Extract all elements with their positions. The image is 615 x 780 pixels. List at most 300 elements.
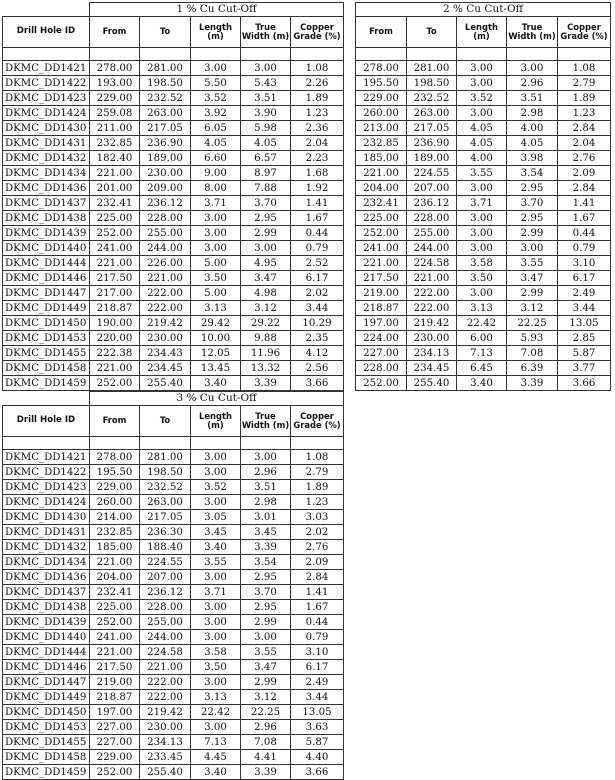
length-cell: 4.45 bbox=[191, 750, 241, 765]
length-cell: 9.00 bbox=[191, 166, 241, 181]
copper-grade-cell: 2.79 bbox=[558, 76, 611, 91]
length-cell: 8.00 bbox=[191, 181, 241, 196]
from-cell: 278.00 bbox=[90, 61, 140, 76]
length-cell: 3.00 bbox=[191, 61, 241, 76]
length-cell: 3.13 bbox=[457, 301, 507, 316]
length-cell: 3.71 bbox=[457, 196, 507, 211]
true-width-cell: 8.97 bbox=[241, 166, 291, 181]
copper-grade-cell: 2.76 bbox=[558, 151, 611, 166]
copper-grade-cell: 2.84 bbox=[558, 181, 611, 196]
drill-hole-id-cell: DKMC_DD1458 bbox=[3, 361, 90, 376]
copper-grade-cell: 2.09 bbox=[558, 166, 611, 181]
length-cell: 3.00 bbox=[191, 241, 241, 256]
from-cell: 218.87 bbox=[90, 690, 140, 705]
copper-grade-cell: 1.08 bbox=[558, 61, 611, 76]
to-cell: 232.52 bbox=[140, 91, 191, 106]
from-cell: 221.00 bbox=[90, 256, 140, 271]
to-cell: 224.55 bbox=[140, 555, 191, 570]
copper-grade-cell: 2.85 bbox=[558, 331, 611, 346]
copper-grade-cell: 1.89 bbox=[558, 91, 611, 106]
to-cell: 263.00 bbox=[140, 106, 191, 121]
drill-hole-id-cell: DKMC_DD1450 bbox=[3, 316, 90, 331]
drill-hole-id-cell: DKMC_DD1444 bbox=[3, 256, 90, 271]
from-cell: 260.00 bbox=[356, 106, 407, 121]
length-cell: 3.00 bbox=[457, 76, 507, 91]
copper-grade-cell: 3.10 bbox=[558, 256, 611, 271]
true-width-cell: 7.88 bbox=[241, 181, 291, 196]
true-width-cell: 4.98 bbox=[241, 286, 291, 301]
true-width-cell: 3.45 bbox=[241, 525, 291, 540]
length-cell: 3.52 bbox=[457, 91, 507, 106]
spacer-row bbox=[356, 48, 611, 61]
true-width-cell: 3.98 bbox=[507, 151, 558, 166]
from-cell: 217.50 bbox=[90, 660, 140, 675]
true-width-cell: 3.39 bbox=[241, 376, 291, 391]
drill-hole-id-cell: DKMC_DD1436 bbox=[3, 570, 90, 585]
true-width-cell: 3.51 bbox=[507, 91, 558, 106]
length-cell: 3.00 bbox=[191, 495, 241, 510]
table-row bbox=[356, 211, 611, 226]
drill-hole-id-cell: DKMC_DD1422 bbox=[3, 465, 90, 480]
length-cell: 22.42 bbox=[191, 705, 241, 720]
table-row bbox=[356, 361, 611, 376]
from-cell: 221.00 bbox=[90, 555, 140, 570]
length-cell: 3.00 bbox=[191, 211, 241, 226]
to-cell: 221.00 bbox=[140, 660, 191, 675]
true-width-cell: 3.47 bbox=[507, 271, 558, 286]
table-row bbox=[3, 376, 344, 391]
from-cell: 229.00 bbox=[90, 91, 140, 106]
copper-grade-cell: 2.04 bbox=[558, 136, 611, 151]
true-width-cell: 2.96 bbox=[241, 465, 291, 480]
to-cell: 226.00 bbox=[140, 256, 191, 271]
header-true-width: True Width (m) bbox=[507, 17, 558, 48]
from-cell: 190.00 bbox=[90, 316, 140, 331]
table-row bbox=[3, 226, 344, 241]
table-row bbox=[3, 241, 344, 256]
table-row bbox=[356, 91, 611, 106]
from-cell: 252.00 bbox=[90, 615, 140, 630]
to-cell: 189.00 bbox=[407, 151, 457, 166]
table-row bbox=[3, 555, 344, 570]
true-width-cell: 2.95 bbox=[507, 211, 558, 226]
drill-hole-id-cell: DKMC_DD1421 bbox=[3, 450, 90, 465]
copper-grade-cell: 0.44 bbox=[291, 226, 344, 241]
table-row bbox=[3, 136, 344, 151]
from-cell: 204.00 bbox=[90, 570, 140, 585]
from-cell: 252.00 bbox=[356, 226, 407, 241]
length-cell: 22.42 bbox=[457, 316, 507, 331]
table-row bbox=[3, 181, 344, 196]
table-row bbox=[356, 271, 611, 286]
table-row bbox=[356, 301, 611, 316]
drill-hole-id-cell: DKMC_DD1439 bbox=[3, 226, 90, 241]
to-cell: 224.55 bbox=[407, 166, 457, 181]
true-width-cell: 5.98 bbox=[241, 121, 291, 136]
copper-grade-cell: 3.66 bbox=[558, 376, 611, 391]
true-width-cell: 3.47 bbox=[241, 271, 291, 286]
to-cell: 224.58 bbox=[140, 645, 191, 660]
from-cell: 252.00 bbox=[90, 226, 140, 241]
length-cell: 3.52 bbox=[191, 91, 241, 106]
drill-hole-id-cell: DKMC_DD1438 bbox=[3, 211, 90, 226]
true-width-cell: 5.93 bbox=[507, 331, 558, 346]
true-width-cell: 3.00 bbox=[507, 61, 558, 76]
drill-hole-id-cell: DKMC_DD1458 bbox=[3, 750, 90, 765]
copper-grade-cell: 2.09 bbox=[291, 555, 344, 570]
drill-hole-id-cell: DKMC_DD1453 bbox=[3, 720, 90, 735]
header-from: From bbox=[90, 406, 140, 437]
from-cell: 224.00 bbox=[356, 331, 407, 346]
header-true-width: True Width (m) bbox=[241, 406, 291, 437]
drill-hole-id-cell: DKMC_DD1440 bbox=[3, 630, 90, 645]
length-cell: 29.42 bbox=[191, 316, 241, 331]
drill-hole-id-cell: DKMC_DD1459 bbox=[3, 765, 90, 780]
copper-grade-cell: 1.08 bbox=[291, 61, 344, 76]
copper-grade-cell: 1.68 bbox=[291, 166, 344, 181]
drill-hole-id-cell: DKMC_DD1439 bbox=[3, 615, 90, 630]
true-width-cell: 2.95 bbox=[241, 600, 291, 615]
true-width-cell: 5.43 bbox=[241, 76, 291, 91]
true-width-cell: 2.96 bbox=[241, 720, 291, 735]
to-cell: 222.00 bbox=[407, 286, 457, 301]
to-cell: 219.42 bbox=[140, 316, 191, 331]
to-cell: 198.50 bbox=[140, 465, 191, 480]
from-cell: 227.00 bbox=[356, 346, 407, 361]
drill-hole-id-cell: DKMC_DD1434 bbox=[3, 555, 90, 570]
table-row bbox=[3, 525, 344, 540]
true-width-cell: 3.55 bbox=[241, 645, 291, 660]
header-to: To bbox=[140, 406, 191, 437]
length-cell: 7.13 bbox=[191, 735, 241, 750]
from-cell: 232.41 bbox=[356, 196, 407, 211]
drill-hole-id-cell: DKMC_DD1446 bbox=[3, 271, 90, 286]
from-cell: 221.00 bbox=[90, 645, 140, 660]
copper-grade-cell: 5.87 bbox=[558, 346, 611, 361]
true-width-cell: 2.96 bbox=[507, 76, 558, 91]
from-cell: 232.85 bbox=[90, 136, 140, 151]
copper-grade-cell: 2.02 bbox=[291, 525, 344, 540]
table-row bbox=[3, 91, 344, 106]
to-cell: 222.00 bbox=[140, 286, 191, 301]
copper-grade-cell: 3.66 bbox=[291, 376, 344, 391]
table-row bbox=[3, 630, 344, 645]
true-width-cell: 3.54 bbox=[507, 166, 558, 181]
true-width-cell: 3.00 bbox=[241, 241, 291, 256]
spacer-row bbox=[3, 437, 344, 450]
length-cell: 3.00 bbox=[457, 226, 507, 241]
length-cell: 12.05 bbox=[191, 346, 241, 361]
table-row bbox=[3, 76, 344, 91]
table-row bbox=[3, 480, 344, 495]
length-cell: 3.50 bbox=[191, 271, 241, 286]
table-row bbox=[3, 121, 344, 136]
to-cell: 233.45 bbox=[140, 750, 191, 765]
from-cell: 217.50 bbox=[356, 271, 407, 286]
from-cell: 225.00 bbox=[90, 211, 140, 226]
to-cell: 255.40 bbox=[140, 376, 191, 391]
copper-grade-cell: 1.67 bbox=[291, 211, 344, 226]
from-cell: 232.41 bbox=[90, 196, 140, 211]
copper-grade-cell: 6.17 bbox=[558, 271, 611, 286]
copper-grade-cell: 5.87 bbox=[291, 735, 344, 750]
from-cell: 201.00 bbox=[90, 181, 140, 196]
from-cell: 214.00 bbox=[90, 510, 140, 525]
true-width-cell: 2.95 bbox=[507, 181, 558, 196]
to-cell: 281.00 bbox=[140, 61, 191, 76]
copper-grade-cell: 3.66 bbox=[291, 765, 344, 780]
table-body bbox=[3, 61, 344, 391]
drill-hole-id-cell: DKMC_DD1431 bbox=[3, 136, 90, 151]
length-cell: 3.00 bbox=[191, 720, 241, 735]
true-width-cell: 3.70 bbox=[241, 585, 291, 600]
table-row bbox=[3, 256, 344, 271]
drill-hole-id-cell: DKMC_DD1449 bbox=[3, 301, 90, 316]
drill-hole-id-cell: DKMC_DD1432 bbox=[3, 151, 90, 166]
header-true-width: True Width (m) bbox=[241, 17, 291, 48]
table-row bbox=[3, 166, 344, 181]
true-width-cell: 3.12 bbox=[507, 301, 558, 316]
length-cell: 10.00 bbox=[191, 331, 241, 346]
copper-grade-cell: 6.17 bbox=[291, 660, 344, 675]
drill-hole-id-cell: DKMC_DD1424 bbox=[3, 106, 90, 121]
to-cell: 230.00 bbox=[140, 720, 191, 735]
table-row bbox=[3, 570, 344, 585]
copper-grade-cell: 13.05 bbox=[291, 705, 344, 720]
length-cell: 3.00 bbox=[457, 286, 507, 301]
table-row bbox=[3, 720, 344, 735]
copper-grade-cell: 2.79 bbox=[291, 465, 344, 480]
to-cell: 222.00 bbox=[140, 301, 191, 316]
length-cell: 3.40 bbox=[457, 376, 507, 391]
length-cell: 13.45 bbox=[191, 361, 241, 376]
to-cell: 228.00 bbox=[407, 211, 457, 226]
header-copper-grade: Copper Grade (%) bbox=[291, 17, 344, 48]
length-cell: 3.58 bbox=[457, 256, 507, 271]
table-row bbox=[356, 151, 611, 166]
true-width-cell: 3.47 bbox=[241, 660, 291, 675]
true-width-cell: 29.22 bbox=[241, 316, 291, 331]
from-cell: 197.00 bbox=[90, 705, 140, 720]
copper-grade-cell: 1.08 bbox=[291, 450, 344, 465]
table-row bbox=[3, 331, 344, 346]
copper-grade-cell: 2.84 bbox=[558, 121, 611, 136]
header-to: To bbox=[407, 17, 457, 48]
to-cell: 232.52 bbox=[140, 480, 191, 495]
to-cell: 198.50 bbox=[407, 76, 457, 91]
length-cell: 3.13 bbox=[191, 690, 241, 705]
to-cell: 236.90 bbox=[407, 136, 457, 151]
to-cell: 234.13 bbox=[407, 346, 457, 361]
copper-grade-cell: 1.41 bbox=[558, 196, 611, 211]
from-cell: 218.87 bbox=[356, 301, 407, 316]
length-cell: 3.71 bbox=[191, 585, 241, 600]
drill-hole-id-cell: DKMC_DD1436 bbox=[3, 181, 90, 196]
from-cell: 185.00 bbox=[90, 540, 140, 555]
to-cell: 217.05 bbox=[140, 510, 191, 525]
length-cell: 3.40 bbox=[191, 765, 241, 780]
table-row bbox=[3, 705, 344, 720]
length-cell: 3.52 bbox=[191, 480, 241, 495]
table-row bbox=[356, 376, 611, 391]
copper-grade-cell: 1.23 bbox=[291, 106, 344, 121]
table-row bbox=[356, 196, 611, 211]
true-width-cell: 3.70 bbox=[507, 196, 558, 211]
table-row bbox=[3, 361, 344, 376]
length-cell: 3.00 bbox=[191, 570, 241, 585]
to-cell: 236.12 bbox=[140, 196, 191, 211]
from-cell: 260.00 bbox=[90, 495, 140, 510]
drill-hole-id-cell: DKMC_DD1447 bbox=[3, 286, 90, 301]
true-width-cell: 3.70 bbox=[241, 196, 291, 211]
length-cell: 3.00 bbox=[457, 211, 507, 226]
table-row bbox=[356, 61, 611, 76]
length-cell: 3.00 bbox=[191, 630, 241, 645]
length-cell: 4.00 bbox=[457, 151, 507, 166]
to-cell: 263.00 bbox=[407, 106, 457, 121]
length-cell: 3.55 bbox=[191, 555, 241, 570]
to-cell: 234.43 bbox=[140, 346, 191, 361]
length-cell: 4.05 bbox=[191, 136, 241, 151]
to-cell: 219.42 bbox=[140, 705, 191, 720]
table-row bbox=[3, 540, 344, 555]
to-cell: 230.00 bbox=[140, 166, 191, 181]
from-cell: 278.00 bbox=[90, 450, 140, 465]
length-cell: 3.13 bbox=[191, 301, 241, 316]
header-from: From bbox=[90, 17, 140, 48]
cutoff-1pct-table bbox=[2, 2, 344, 391]
copper-grade-cell: 0.79 bbox=[291, 241, 344, 256]
drill-hole-id-cell: DKMC_DD1434 bbox=[3, 166, 90, 181]
to-cell: 236.30 bbox=[140, 525, 191, 540]
from-cell: 232.85 bbox=[90, 525, 140, 540]
true-width-cell: 3.54 bbox=[241, 555, 291, 570]
from-cell: 195.50 bbox=[90, 465, 140, 480]
from-cell: 217.00 bbox=[90, 286, 140, 301]
copper-grade-cell: 3.03 bbox=[291, 510, 344, 525]
length-cell: 3.00 bbox=[457, 181, 507, 196]
copper-grade-cell: 3.44 bbox=[291, 301, 344, 316]
header-length: Length (m) bbox=[457, 17, 507, 48]
from-cell: 228.00 bbox=[356, 361, 407, 376]
header-length: Length (m) bbox=[191, 406, 241, 437]
copper-grade-cell: 1.89 bbox=[291, 480, 344, 495]
table-row bbox=[3, 346, 344, 361]
copper-grade-cell: 4.40 bbox=[291, 750, 344, 765]
from-cell: 221.00 bbox=[356, 166, 407, 181]
length-cell: 5.50 bbox=[191, 76, 241, 91]
drill-hole-id-cell: DKMC_DD1449 bbox=[3, 690, 90, 705]
to-cell: 222.00 bbox=[140, 690, 191, 705]
drill-hole-id-cell: DKMC_DD1422 bbox=[3, 76, 90, 91]
to-cell: 217.05 bbox=[407, 121, 457, 136]
table-row bbox=[3, 286, 344, 301]
to-cell: 234.45 bbox=[407, 361, 457, 376]
true-width-cell: 4.05 bbox=[241, 136, 291, 151]
copper-grade-cell: 2.35 bbox=[291, 331, 344, 346]
true-width-cell: 3.00 bbox=[241, 450, 291, 465]
header-copper-grade: Copper Grade (%) bbox=[558, 17, 611, 48]
from-cell: 217.50 bbox=[90, 271, 140, 286]
length-cell: 3.00 bbox=[457, 241, 507, 256]
copper-grade-cell: 2.56 bbox=[291, 361, 344, 376]
from-cell: 219.00 bbox=[356, 286, 407, 301]
to-cell: 255.40 bbox=[407, 376, 457, 391]
length-cell: 3.00 bbox=[191, 675, 241, 690]
to-cell: 189.00 bbox=[140, 151, 191, 166]
length-cell: 3.00 bbox=[191, 465, 241, 480]
from-cell: 241.00 bbox=[356, 241, 407, 256]
true-width-cell: 4.41 bbox=[241, 750, 291, 765]
from-cell: 197.00 bbox=[356, 316, 407, 331]
to-cell: 188.40 bbox=[140, 540, 191, 555]
to-cell: 234.13 bbox=[140, 735, 191, 750]
drill-hole-id-cell: DKMC_DD1432 bbox=[3, 540, 90, 555]
copper-grade-cell: 1.23 bbox=[291, 495, 344, 510]
true-width-cell: 3.39 bbox=[241, 540, 291, 555]
drill-hole-id-cell: DKMC_DD1453 bbox=[3, 331, 90, 346]
length-cell: 6.60 bbox=[191, 151, 241, 166]
from-cell: 229.00 bbox=[90, 480, 140, 495]
true-width-cell: 2.98 bbox=[507, 106, 558, 121]
cutoff-2pct-table bbox=[355, 2, 611, 391]
copper-grade-cell: 1.23 bbox=[558, 106, 611, 121]
to-cell: 222.00 bbox=[140, 675, 191, 690]
copper-grade-cell: 4.12 bbox=[291, 346, 344, 361]
to-cell: 255.00 bbox=[407, 226, 457, 241]
table-row bbox=[3, 510, 344, 525]
copper-grade-cell: 2.02 bbox=[291, 286, 344, 301]
from-cell: 213.00 bbox=[356, 121, 407, 136]
from-cell: 221.00 bbox=[90, 361, 140, 376]
drill-hole-id-cell: DKMC_DD1455 bbox=[3, 346, 90, 361]
from-cell: 229.00 bbox=[356, 91, 407, 106]
to-cell: 255.00 bbox=[140, 615, 191, 630]
to-cell: 236.90 bbox=[140, 136, 191, 151]
table-body bbox=[356, 61, 611, 391]
true-width-cell: 3.39 bbox=[507, 376, 558, 391]
copper-grade-cell: 0.79 bbox=[558, 241, 611, 256]
from-cell: 204.00 bbox=[356, 181, 407, 196]
table-row bbox=[3, 765, 344, 780]
table-row bbox=[3, 645, 344, 660]
table-row bbox=[356, 76, 611, 91]
to-cell: 219.42 bbox=[407, 316, 457, 331]
from-cell: 232.85 bbox=[356, 136, 407, 151]
cutoff-3pct-table bbox=[2, 391, 344, 780]
table-row bbox=[356, 166, 611, 181]
header-length: Length (m) bbox=[191, 17, 241, 48]
length-cell: 3.50 bbox=[191, 660, 241, 675]
copper-grade-cell: 2.26 bbox=[291, 76, 344, 91]
copper-grade-cell: 2.36 bbox=[291, 121, 344, 136]
true-width-cell: 4.05 bbox=[507, 136, 558, 151]
copper-grade-cell: 1.41 bbox=[291, 585, 344, 600]
true-width-cell: 4.00 bbox=[507, 121, 558, 136]
from-cell: 252.00 bbox=[90, 765, 140, 780]
true-width-cell: 22.25 bbox=[241, 705, 291, 720]
table-row bbox=[3, 735, 344, 750]
true-width-cell: 2.95 bbox=[241, 570, 291, 585]
copper-grade-cell: 2.49 bbox=[291, 675, 344, 690]
from-cell: 220.00 bbox=[90, 331, 140, 346]
copper-grade-cell: 1.67 bbox=[291, 600, 344, 615]
drill-hole-id-cell: DKMC_DD1421 bbox=[3, 61, 90, 76]
to-cell: 236.12 bbox=[140, 585, 191, 600]
drill-hole-id-cell: DKMC_DD1450 bbox=[3, 705, 90, 720]
table-row bbox=[356, 346, 611, 361]
true-width-cell: 13.32 bbox=[241, 361, 291, 376]
